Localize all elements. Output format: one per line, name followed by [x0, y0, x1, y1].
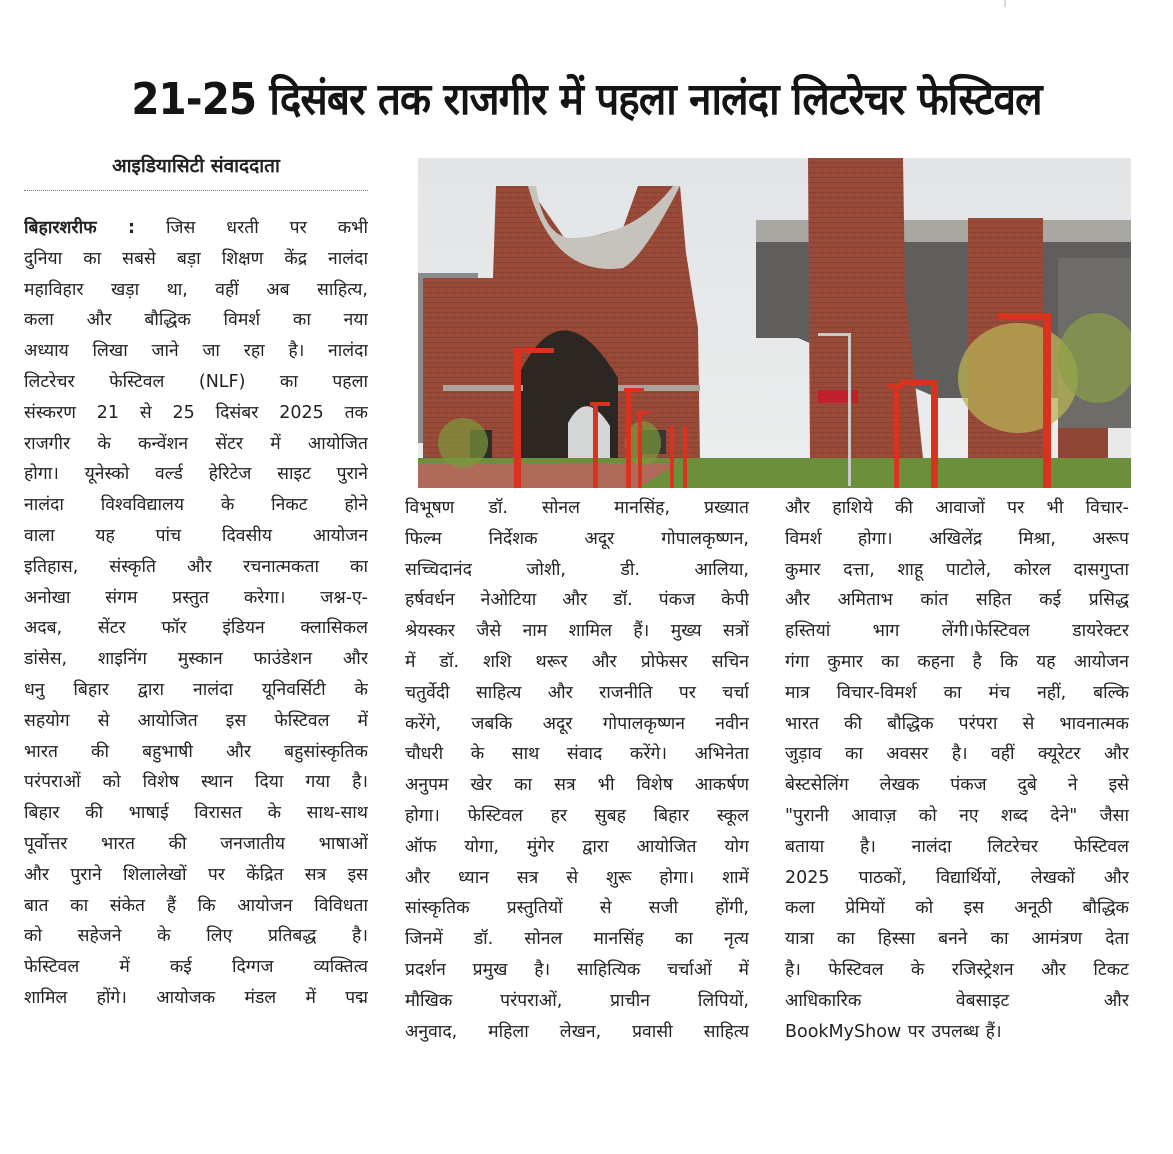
column-line: शामिल होंगे। आयोजक मंडल में पद्म: [24, 987, 368, 1008]
column-line: चतुर्वेदी साहित्य और राजनीति पर चर्चा: [405, 682, 749, 703]
column-line: अध्याय लिखा जाने जा रहा है। नालंदा: [24, 341, 368, 362]
column-line: सहयोग से आयोजित इस फेस्टिवल में: [24, 710, 368, 731]
column-line: गंगा कुमार का कहना है कि यह आयोजन: [785, 651, 1129, 672]
column-line: चौधरी के साथ संवाद करेंगे। अभिनेता: [405, 744, 749, 765]
article-column-1: [24, 213, 368, 1014]
column-line: में डॉ. शशि थरूर और प्रोफेसर सचिन: [405, 651, 749, 672]
column-line: होगा। फेस्टिवल हर सुबह बिहार स्कूल: [405, 805, 749, 826]
column-line: बताया है। नालंदा लिटरेचर फेस्टिवल: [785, 836, 1129, 857]
column-line: संस्करण 21 से 25 दिसंबर 2025 तक: [24, 402, 368, 423]
column-line: जुड़ाव का अवसर है। वहीं क्यूरेटर और: [785, 744, 1129, 765]
column-line: ऑफ योगा, मुंगेर द्वारा आयोजित योग: [405, 836, 749, 857]
column-line: मात्र विचार-विमर्श का मंच नहीं, बल्कि: [785, 682, 1129, 703]
article-headline: 21-25 दिसंबर तक राजगीर में पहला नालंदा लिटरेचर फेस्टिवल: [131, 74, 1042, 125]
column-line: परंपराओं को विशेष स्थान दिया गया है।: [24, 772, 368, 793]
column-line: डांसेस, शाइनिंग मुस्कान फाउंडेशन और: [24, 649, 368, 670]
column-line: जिनमें डॉ. सोनल मानसिंह का नृत्य: [405, 929, 749, 950]
column-line: को सहेजने के लिए प्रतिबद्ध है।: [24, 926, 368, 947]
article-column-2: [405, 493, 749, 1047]
column-line: महाविहार खड़ा था, वहीं अब साहित्य,: [24, 279, 368, 300]
column-line: बिहार की भाषाई विरासत के साथ-साथ: [24, 803, 368, 824]
column-line: और हाशिये की आवाजों पर भी विचार-: [785, 498, 1129, 518]
column-line: "पुरानी आवाज़ को नए शब्द देने" जैसा: [785, 805, 1129, 826]
column-line: अनुवाद, महिला लेखन, प्रवासी साहित्य: [405, 1021, 749, 1042]
column-line: धनु बिहार द्वारा नालंदा यूनिवर्सिटी के: [24, 679, 368, 700]
dateline: बिहारशरीफ :: [24, 218, 136, 238]
column-line: नालंदा विश्वविद्यालय के निकट होने: [24, 495, 368, 516]
column-line: भारत की बहुभाषी और बहुसांस्कृतिक: [24, 741, 368, 762]
column-line: पूर्वोत्तर भारत की जनजातीय भाषाओं: [24, 833, 368, 854]
column-line: श्रेयस्कर जैसे नाम शामिल हैं। मुख्य सत्रों: [405, 621, 749, 642]
column-line: सच्चिदानंद जोशी, डी. आलिया,: [405, 559, 749, 580]
column-line: बिहारशरीफ : जिस धरती पर कभी: [24, 218, 368, 238]
column-line: होगा। यूनेस्को वर्ल्ड हेरिटेज साइट पुराने: [24, 464, 368, 485]
column-line: हर्षवर्धन नेओटिया और डॉ. पंकज केपी: [405, 590, 749, 611]
column-line: मौखिक परंपराओं, प्राचीन लिपियों,: [405, 990, 749, 1011]
column-line: BookMyShow पर उपलब्ध हैं।: [785, 1021, 1002, 1042]
column-line: राजगीर के कन्वेंशन सेंटर में आयोजित: [24, 433, 368, 454]
column-line: आधिकारिक वेबसाइट और: [785, 990, 1129, 1011]
column-line: है। फेस्टिवल के रजिस्ट्रेशन और टिकट: [785, 959, 1129, 980]
column-line: कुमार दत्ता, शाहू पाटोले, कोरल दासगुप्ता: [785, 559, 1129, 580]
byline-divider: [24, 190, 368, 191]
column-line: यात्रा का हिस्सा बनने का आमंत्रण देता: [785, 929, 1129, 950]
column-line: 2025 पाठकों, विद्यार्थियों, लेखकों और: [785, 867, 1129, 888]
scan-artifact: [1004, 0, 1006, 7]
column-line: और पुराने शिलालेखों पर केंद्रित सत्र इस: [24, 864, 368, 885]
column-line: दुनिया का सबसे बड़ा शिक्षण केंद्र नालंदा: [24, 248, 368, 269]
column-line: वाला यह पांच दिवसीय आयोजन: [24, 525, 368, 546]
column-line: विभूषण डॉ. सोनल मानसिंह, प्रख्यात: [405, 498, 749, 518]
column-line: और ध्यान सत्र से शुरू होगा। शामें: [405, 867, 749, 888]
convention-center-photo-graphic: [418, 158, 1131, 488]
column-line: हस्तियां भाग लेंगी।फेस्टिवल डायरेक्टर: [785, 621, 1129, 642]
column-line: अदब, सेंटर फॉर इंडियन क्लासिकल: [24, 618, 368, 639]
column-line: फेस्टिवल में कई दिग्गज व्यक्तित्व: [24, 957, 368, 978]
column-line: और अमिताभ कांत सहित कई प्रसिद्ध: [785, 590, 1129, 611]
article-byline: आइडियासिटी संवाददाता: [112, 155, 280, 177]
column-line: प्रदर्शन प्रमुख है। साहित्यिक चर्चाओं में: [405, 959, 749, 980]
column-line: करेंगे, जबकि अदूर गोपालकृष्णन नवीन: [405, 713, 749, 734]
column-line: इतिहास, संस्कृति और रचनात्मकता का: [24, 556, 368, 577]
column-line: कला और बौद्धिक विमर्श का नया: [24, 310, 368, 331]
column-line: अनुपम खेर का सत्र भी विशेष आकर्षण: [405, 775, 749, 796]
column-line: अनोखा संगम प्रस्तुत करेगा। जश्न-ए-: [24, 587, 368, 608]
column-line: कला प्रेमियों को इस अनूठी बौद्धिक: [785, 898, 1129, 919]
column-line: विमर्श होगा। अखिलेंद्र मिश्रा, अरूप: [785, 528, 1129, 549]
column-line: बेस्टसेलिंग लेखक पंकज दुबे ने इसे: [785, 775, 1129, 796]
column-line: फिल्म निर्देशक अदूर गोपालकृष्णन,: [405, 528, 749, 549]
article-column-3: [785, 493, 1129, 1047]
column-line: लिटरेचर फेस्टिवल (NLF) का पहला: [24, 371, 368, 392]
article-photo: [418, 158, 1131, 488]
column-line: सांस्कृतिक प्रस्तुतियों से सजी होंगी,: [405, 898, 749, 919]
column-line: बात का संकेत हैं कि आयोजन विविधता: [24, 895, 368, 916]
column-line: भारत की बौद्धिक परंपरा से भावनात्मक: [785, 713, 1129, 734]
